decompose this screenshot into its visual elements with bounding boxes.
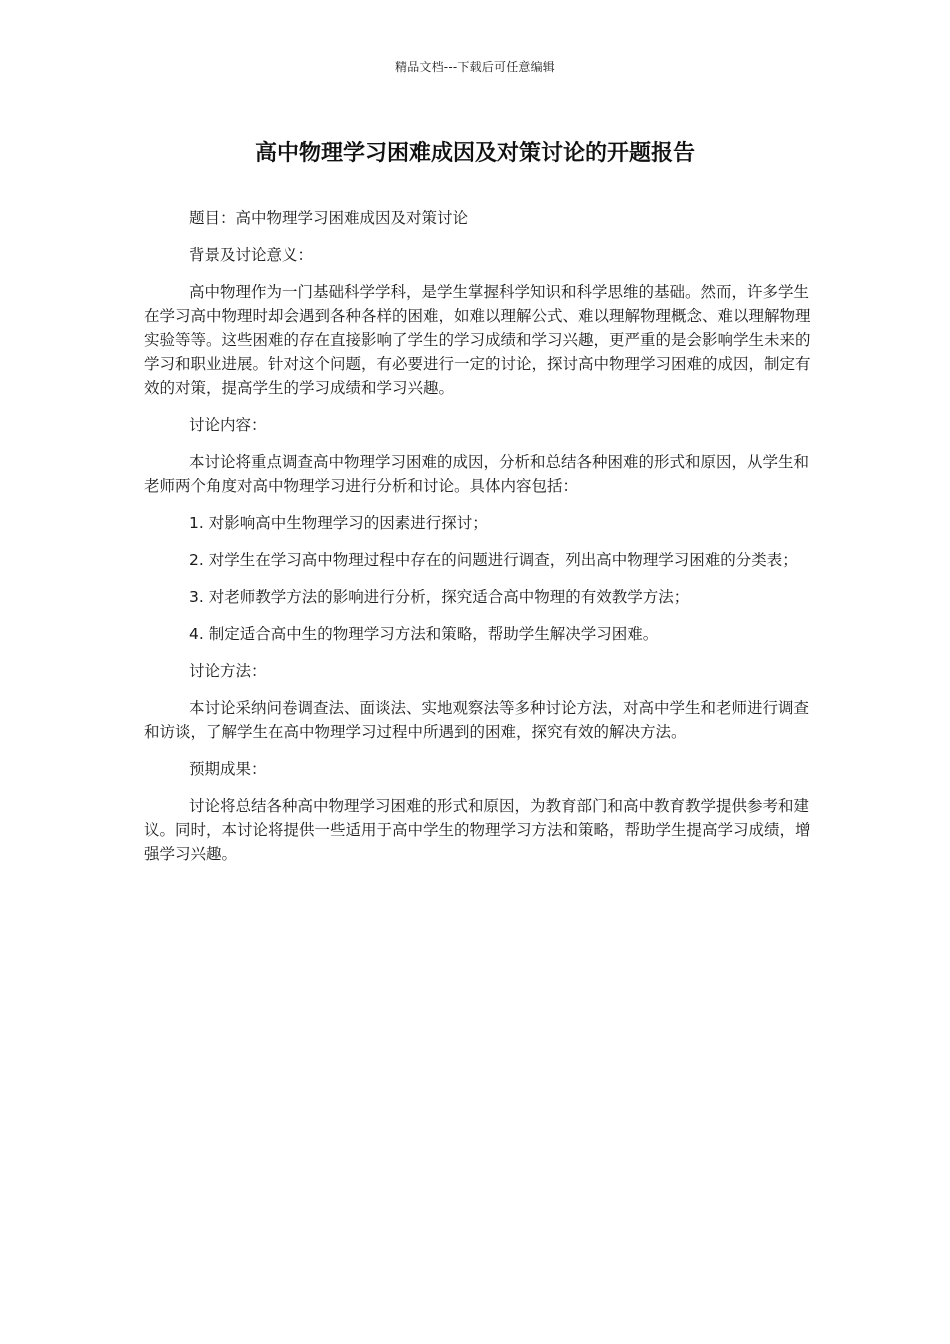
- section-heading-method: 讨论方法：: [189, 662, 267, 680]
- method-paragraph: 本讨论采纳问卷调查法、面谈法、实地观察法等多种讨论方法，对高中学生和老师进行调查和访谈，了解学生在高中物理学习过程中所遇到的困难，探究有效的解决方法。: [144, 699, 810, 741]
- content-list-item-4: 4. 制定适合高中生的物理学习方法和策略，帮助学生解决学习困难。: [189, 625, 659, 643]
- header-note: 精品文档---下载后可任意编辑: [395, 60, 555, 74]
- section-heading-content: 讨论内容：: [189, 416, 267, 434]
- document-title: 高中物理学习困难成因及对策讨论的开题报告: [254, 141, 695, 166]
- topic-line: 题目：高中物理学习困难成因及对策讨论: [189, 209, 469, 227]
- background-paragraph: 高中物理作为一门基础科学学科，是学生掌握科学知识和科学思维的基础。然而，许多学生在学习高中物理时却会遇到各种各样的困难，如难以理解公式、难以理解物理概念、难以理解物理实验等等。这些困难的存在直接影响了学生的学习成绩和学习兴趣，更严重的是会影响学生未来的学习和职业进展。针对这个问题，有必要进行一定的讨论，探讨高中物理学习困难的成因，制定有效的对策，提高学生的学习成绩和学习兴趣。: [144, 283, 811, 397]
- content-paragraph: 本讨论将重点调查高中物理学习困难的成因，分析和总结各种困难的形式和原因，从学生和老师两个角度对高中物理学习进行分析和讨论。具体内容包括：: [144, 453, 810, 495]
- content-list-item-2: 2. 对学生在学习高中物理过程中存在的问题进行调查，列出高中物理学习困难的分类表；: [189, 551, 798, 569]
- content-list-item-1: 1. 对影响高中生物理学习的因素进行探讨；: [189, 514, 488, 532]
- outcomes-paragraph: 讨论将总结各种高中物理学习困难的形式和原因，为教育部门和高中教育教学提供参考和建议。同时，本讨论将提供一些适用于高中学生的物理学习方法和策略，帮助学生提高学习成绩，增强学习兴趣。: [144, 797, 811, 863]
- content-list-item-3: 3. 对老师教学方法的影响进行分析，探究适合高中物理的有效教学方法；: [189, 588, 690, 606]
- section-heading-background: 背景及讨论意义：: [189, 246, 314, 264]
- document-body: [144, 206, 812, 879]
- section-heading-outcomes: 预期成果：: [189, 760, 267, 778]
